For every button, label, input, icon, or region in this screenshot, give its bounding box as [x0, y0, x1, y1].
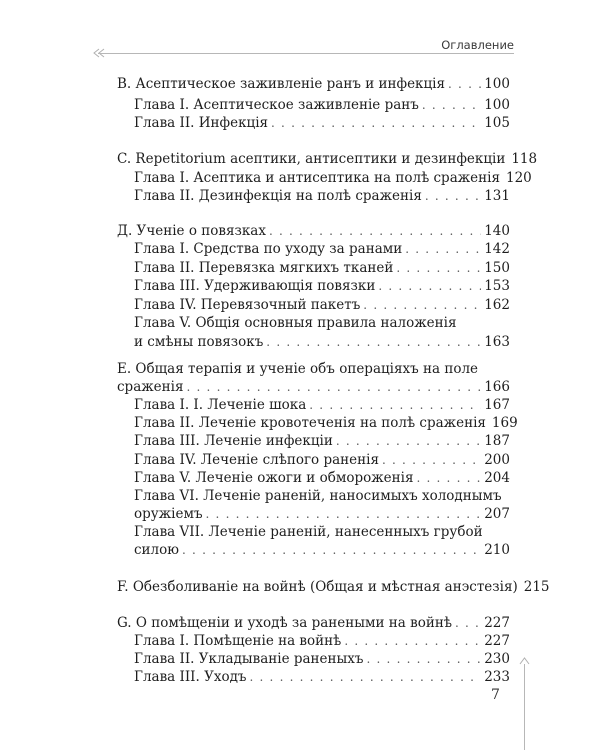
- toc-page: 215: [523, 579, 550, 595]
- toc-section-g[interactable]: [117, 614, 510, 632]
- leader-dots: [416, 469, 481, 487]
- toc-entry-title: Глава II. Перевязка мягкихъ тканей: [134, 260, 394, 276]
- leader-dots: [266, 333, 481, 351]
- toc-page: 162: [484, 297, 510, 313]
- leader-dots: [425, 187, 481, 205]
- toc-page: 204: [484, 470, 510, 486]
- leader-dots: [422, 96, 481, 114]
- toc-entry-title-line1: Глава VI. Леченіе раненій, наносимыхъ холоднымъ: [134, 488, 502, 504]
- leader-dots: [405, 240, 481, 258]
- leader-dots: [396, 259, 481, 277]
- toc-entry-title-line1: Глава VII. Леченіе раненій, нанесенныхъ грубой: [134, 524, 483, 540]
- toc-item[interactable]: [134, 96, 510, 114]
- toc-entry-title-line2: оружіемъ: [134, 506, 203, 522]
- toc-item[interactable]: [134, 296, 510, 314]
- leader-dots: [271, 114, 481, 132]
- toc-item[interactable]: [134, 277, 510, 295]
- leader-dots: [249, 668, 481, 686]
- toc-page: 140: [484, 223, 510, 239]
- leader-dots: [344, 632, 481, 650]
- toc-entry-title: B. Асептическое заживленіе ранъ и инфекція: [117, 76, 446, 92]
- toc-entry-title: Глава I. I. Леченіе шока: [134, 397, 307, 413]
- leader-dots: [206, 505, 482, 523]
- leader-dots: [448, 75, 481, 93]
- toc-entry-title-line2: сраженія: [117, 379, 184, 395]
- leader-dots: [187, 378, 482, 396]
- toc-page: 153: [484, 278, 510, 294]
- toc-entry-title-line2: силою: [134, 542, 180, 558]
- toc-page: 230: [484, 651, 510, 667]
- toc-item[interactable]: [134, 414, 518, 432]
- toc-section-e-line1: E. Общая терапія и ученіе объ операціяхъ на поле: [117, 361, 479, 377]
- toc-entry-title: Глава III. Уходъ: [134, 669, 247, 685]
- toc-page: 105: [484, 115, 510, 131]
- toc-entry-title: Глава I. Помѣщеніе на войнѣ: [134, 633, 342, 649]
- leader-dots: [382, 451, 481, 469]
- leader-dots: [269, 222, 481, 240]
- toc-page: 120: [506, 170, 532, 186]
- toc-page: 100: [484, 97, 510, 113]
- toc-entry-title: Глава II. Дезинфекція на полѣ сраженія: [134, 188, 422, 204]
- toc-entry-title-line1: Глава V. Общія основныя правила наложенія: [134, 315, 457, 331]
- vertical-rule: [524, 664, 525, 750]
- toc-item[interactable]: [134, 650, 510, 668]
- toc-page: 118: [511, 151, 538, 167]
- toc-item[interactable]: [134, 632, 510, 650]
- toc-entry-title: Глава II. Инфекція: [134, 115, 269, 131]
- toc-page: 227: [484, 615, 510, 631]
- toc-entry-title-line2: и смѣны повязокъ: [134, 334, 264, 350]
- toc-section-d[interactable]: [117, 222, 510, 240]
- header-title: Оглавление: [435, 38, 514, 52]
- toc-entry-title: Глава I. Асептическое заживленіе ранъ: [134, 97, 419, 113]
- toc-page: 163: [484, 334, 510, 350]
- toc-page: 166: [484, 379, 510, 395]
- toc-entry-title: Глава III. Леченіе инфекціи: [134, 433, 333, 449]
- toc-section-e[interactable]: [117, 378, 510, 396]
- toc-entry-title: Глава IV. Леченіе слѣпого раненія: [134, 452, 379, 468]
- toc-item[interactable]: [134, 505, 510, 523]
- toc-entry-title: Глава II. Леченіе кровотеченія на полѣ сраженія: [134, 415, 486, 431]
- toc-item[interactable]: [134, 114, 510, 132]
- toc-page: 233: [484, 669, 510, 685]
- leader-dots: [378, 277, 481, 295]
- toc-item[interactable]: [134, 469, 510, 487]
- leader-dots: [309, 396, 481, 414]
- toc-page: 142: [484, 241, 510, 257]
- toc-item[interactable]: [134, 541, 510, 559]
- toc-page: 100: [484, 76, 510, 92]
- toc-page: 169: [491, 415, 518, 431]
- toc-entry-title: Глава II. Укладываніе раненыхъ: [134, 651, 364, 667]
- leader-dots: [363, 296, 481, 314]
- toc-page: 167: [484, 397, 510, 413]
- toc-entry-title: Глава V. Леченіе ожоги и обмороженія: [134, 470, 414, 486]
- toc-entry-title: Д. Ученіе о повязках: [117, 223, 266, 239]
- leader-dots: [455, 614, 481, 632]
- toc-item[interactable]: [134, 240, 510, 258]
- toc-entry-title: Глава I. Асептика и антисептика на полѣ сраженія: [134, 170, 500, 186]
- toc-page: 227: [484, 633, 510, 649]
- toc-entry-title: C. Repetitorium асептики, антисептики и дезинфекціи: [117, 151, 506, 167]
- toc-item[interactable]: [134, 187, 510, 205]
- toc-page: 207: [484, 506, 510, 522]
- toc-entry-title: G. О помѣщеніи и уходѣ за ранеными на войнѣ: [117, 615, 452, 631]
- toc-entry-title: Глава I. Средства по уходу за ранами: [134, 241, 403, 257]
- page-number: 7: [491, 687, 500, 703]
- toc-item[interactable]: [134, 668, 510, 686]
- leader-dots: [336, 432, 481, 450]
- toc-entry-title: Глава III. Удерживающія повязки: [134, 278, 376, 294]
- leader-dots: [182, 541, 481, 559]
- leader-dots: [367, 650, 482, 668]
- toc-section-c[interactable]: [117, 150, 538, 168]
- toc-entry-title: Глава IV. Перевязочный пакетъ: [134, 297, 361, 313]
- toc-entry-title: F. Обезболиваніе на войнѣ (Общая и мѣстная анэстезія): [117, 579, 518, 595]
- toc-item[interactable]: [134, 259, 510, 277]
- toc-page: 131: [484, 188, 510, 204]
- toc-item[interactable]: [134, 451, 510, 469]
- toc-page: 187: [484, 433, 510, 449]
- toc-item[interactable]: [134, 432, 510, 450]
- toc-section-b[interactable]: [117, 75, 510, 93]
- toc-item[interactable]: [134, 396, 510, 414]
- toc-item[interactable]: [134, 169, 532, 187]
- toc-item[interactable]: [134, 333, 510, 351]
- toc-section-f[interactable]: [117, 578, 550, 596]
- toc-page: 200: [484, 452, 510, 468]
- toc-page: 150: [484, 260, 510, 276]
- toc-page: 210: [484, 542, 510, 558]
